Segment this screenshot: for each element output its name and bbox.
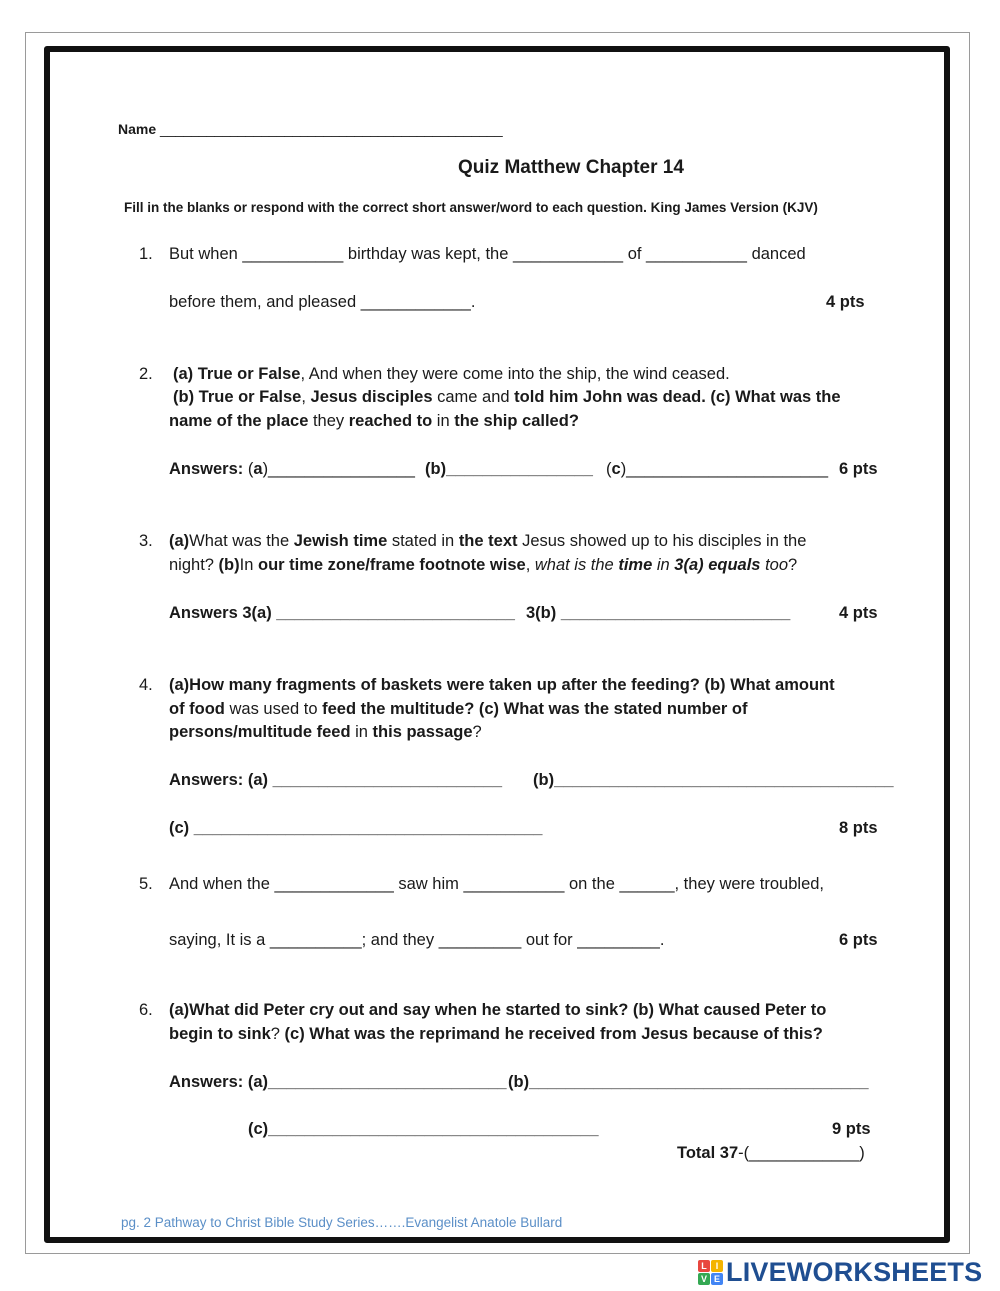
q2-b-sep: , xyxy=(301,388,311,406)
q2-answer-b[interactable] xyxy=(425,459,593,479)
q6-line1: (a)What did Peter cry out and say when he started to sink? (b) What caused Peter to xyxy=(169,1001,827,1019)
q5-line1[interactable]: And when the _____________ saw him ___________ on the ______, they were troubled, xyxy=(169,875,825,893)
q2-a-text: , And when they were come into the ship, the wind ceased. xyxy=(300,365,730,383)
q4-number: 4. xyxy=(139,676,153,694)
q6-l2-text1: ? xyxy=(270,1025,285,1043)
q2-ans-c-blank[interactable]: )______________________ xyxy=(620,460,829,478)
q3-bold3: (b) xyxy=(218,556,240,574)
q3-it2: in xyxy=(652,556,675,574)
q5-points: 6 pts xyxy=(839,931,878,949)
q4-line1: (a)How many fragments of baskets were taken up after the feeding? (b) What amount xyxy=(169,676,835,694)
q2-ans-a-letter: a xyxy=(253,460,263,478)
q6-number: 6. xyxy=(139,1001,153,1019)
q3-bold1: Jewish time xyxy=(293,532,388,550)
q2-b-bold1: Jesus disciples xyxy=(310,388,433,406)
q3-bold2: the text xyxy=(458,532,518,550)
q4-answer-c[interactable]: (c) ______________________________________ xyxy=(169,819,543,837)
page-inner-border xyxy=(44,46,950,1243)
q3-t6: , xyxy=(525,556,535,574)
q2-points: 6 pts xyxy=(839,460,878,478)
q6-answer-c[interactable]: (c)____________________________________ xyxy=(248,1120,599,1138)
q2-ans-a-blank[interactable]: )________________ xyxy=(262,460,415,478)
q2-answers-label: Answers: xyxy=(169,460,244,478)
q2-answer-c[interactable] xyxy=(606,459,828,479)
name-blank[interactable]: ____________________________________________ xyxy=(160,121,503,137)
q2-l3-bold3: the ship called? xyxy=(454,412,579,430)
q4-l3-bold1: persons/multitude feed xyxy=(169,723,351,741)
q4-l3-text1: in xyxy=(350,723,373,741)
q6-answer-a[interactable]: Answers: (a)__________________________ xyxy=(169,1073,507,1091)
q3-line2 xyxy=(169,555,797,575)
q2-ans-b[interactable]: (b)________________ xyxy=(425,460,593,478)
q2-ans-a-open: ( xyxy=(243,460,254,478)
q2-b-text1: came and xyxy=(432,388,515,406)
q4-points: 8 pts xyxy=(839,819,878,837)
q1-points: 4 pts xyxy=(826,293,865,311)
q1-line2[interactable]: before them, and pleased ____________. xyxy=(169,293,476,311)
q3-points: 4 pts xyxy=(839,604,878,622)
q3-t5: In xyxy=(239,556,258,574)
q3-it1: what is the xyxy=(534,556,619,574)
q5-number: 5. xyxy=(139,875,153,893)
instructions: Fill in the blanks or respond with the correct short answer/word to each question. King James Version (KJV) xyxy=(124,200,818,215)
q5-line2[interactable]: saying, It is a __________; and they _________ out for _________. xyxy=(169,931,665,949)
logo-icon xyxy=(698,1260,723,1285)
q3-t4: night? xyxy=(169,556,219,574)
q2-l3-bold1: name of the place xyxy=(169,412,309,430)
q2-answers[interactable] xyxy=(169,459,415,479)
q6-answer-b[interactable]: (b)_____________________________________ xyxy=(508,1073,869,1091)
q6-l2-bold2: (c) What was the reprimand he received from Jesus because of this? xyxy=(284,1025,823,1043)
q4-l2-bold1: of food xyxy=(169,700,225,718)
q4-l2-text1: was used to xyxy=(224,700,323,718)
q3-it3: too xyxy=(760,556,789,574)
name-label xyxy=(118,119,503,139)
q3-a-label: (a) xyxy=(169,532,190,550)
logo-letter: E xyxy=(711,1273,723,1285)
q2-l3-bold2: reached to xyxy=(348,412,433,430)
liveworksheets-logo[interactable] xyxy=(698,1254,982,1290)
q3-answer-b[interactable]: 3(b) _________________________ xyxy=(526,604,791,622)
total-score[interactable] xyxy=(677,1143,865,1163)
q3-line1 xyxy=(169,531,806,551)
q2-line1 xyxy=(173,364,730,384)
q3-bi1: time xyxy=(618,556,653,574)
q4-line2 xyxy=(169,699,747,719)
total-blank[interactable]: -(____________) xyxy=(738,1144,865,1162)
logo-letter: I xyxy=(711,1260,723,1272)
q3-bold4: our time zone/frame footnote wise xyxy=(257,556,526,574)
q2-ans-c-open: ( xyxy=(606,460,612,478)
q1-number: 1. xyxy=(139,245,153,263)
page-title: Quiz Matthew Chapter 14 xyxy=(458,157,684,178)
q3-t2: stated in xyxy=(387,532,459,550)
q2-l3-text2: in xyxy=(432,412,455,430)
q4-l2-bold2: feed the multitude? (c) What was the stated number of xyxy=(322,700,748,718)
q1-line1[interactable]: But when ___________ birthday was kept, the ____________ of ___________ danced xyxy=(169,245,806,263)
q2-a-label: (a) True or False xyxy=(173,365,301,383)
q4-answer-a[interactable]: Answers: (a) _________________________ xyxy=(169,771,503,789)
q3-answer-a[interactable]: Answers 3(a) __________________________ xyxy=(169,604,515,622)
page-footer: pg. 2 Pathway to Christ Bible Study Series…….Evangelist Anatole Bullard xyxy=(121,1215,563,1230)
q4-answer-b[interactable]: (b)_____________________________________ xyxy=(533,771,894,789)
logo-letter: V xyxy=(698,1273,710,1285)
q6-line2 xyxy=(169,1024,823,1044)
q3-t7: ? xyxy=(788,556,798,574)
q2-b-bold2: told him John was dead. (c) What was the xyxy=(514,388,841,406)
name-label-text: Name xyxy=(118,121,157,137)
logo-letter: L xyxy=(698,1260,710,1272)
q4-line3 xyxy=(169,722,482,742)
q3-t3: Jesus showed up to his disciples in the xyxy=(517,532,807,550)
q6-points: 9 pts xyxy=(832,1120,871,1138)
q2-ans-c-letter: c xyxy=(611,460,621,478)
q3-t1: What was the xyxy=(189,532,294,550)
q2-line3 xyxy=(169,411,579,431)
q2-number: 2. xyxy=(139,365,153,383)
q2-b-label: (b) True or False xyxy=(173,388,302,406)
q4-l3-bold2: this passage xyxy=(372,723,473,741)
brand-name: LIVEWORKSHEETS xyxy=(726,1256,983,1287)
q6-l2-bold1: begin to sink xyxy=(169,1025,271,1043)
q2-l3-text1: they xyxy=(308,412,349,430)
q3-bi2: 3(a) equals xyxy=(674,556,761,574)
q2-line2 xyxy=(173,387,841,407)
total-label: Total 37 xyxy=(677,1144,739,1162)
q3-number: 3. xyxy=(139,532,153,550)
q4-l3-text2: ? xyxy=(472,723,482,741)
